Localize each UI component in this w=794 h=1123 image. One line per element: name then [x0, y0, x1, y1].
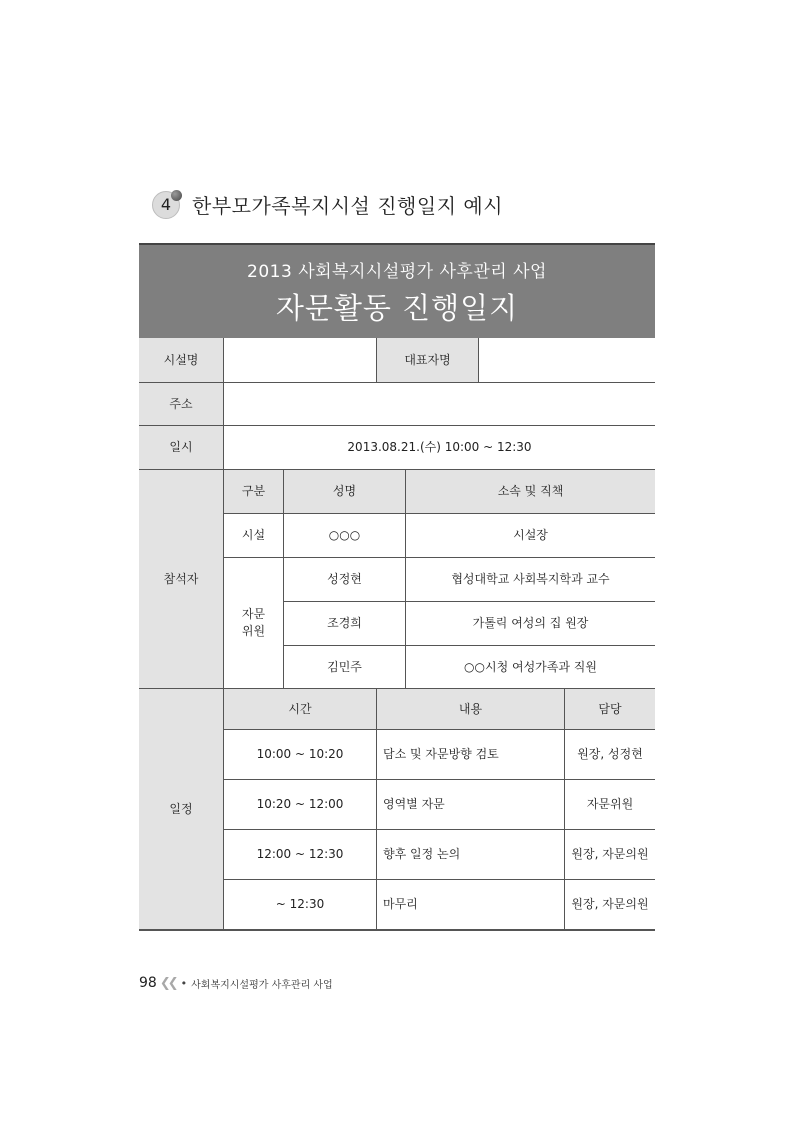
table-bottom-rule [139, 930, 655, 931]
chevron-left-icon: ❮❮ [159, 975, 176, 991]
schedule-owner: 원장, 성정현 [564, 730, 655, 780]
datetime-value: 2013.08.21.(수) 10:00 ~ 12:30 [223, 426, 655, 470]
attendee-group-advisors: 자문 위원 [223, 558, 283, 689]
facility-name-field[interactable] [223, 338, 376, 383]
attendees-header-position: 소속 및 직책 [405, 470, 655, 514]
schedule-owner: 원장, 자문의원 [564, 880, 655, 930]
schedule-header-content: 내용 [376, 689, 564, 730]
section-title: 한부모가족복지시설 진행일지 예시 [192, 194, 504, 218]
schedule-header-owner: 담당 [564, 689, 655, 730]
section-heading [152, 190, 503, 219]
facility-name-label: 시설명 [139, 338, 223, 383]
attendees-header-name: 성명 [283, 470, 405, 514]
attendee-name: 김민주 [283, 646, 405, 689]
attendees-header-category: 구분 [223, 470, 283, 514]
schedule-owner: 원장, 자문의원 [564, 830, 655, 880]
attendees-label: 참석자 [139, 470, 223, 689]
attendee-position: 협성대학교 사회복지학과 교수 [405, 558, 655, 602]
attendee-name: 성정현 [283, 558, 405, 602]
schedule-content: 담소 및 자문방향 검토 [376, 730, 564, 780]
attendee-position: 시설장 [405, 514, 655, 558]
attendee-position: 가톨릭 여성의 집 원장 [405, 602, 655, 646]
schedule-content: 마무리 [376, 880, 564, 930]
datetime-label: 일시 [139, 426, 223, 470]
schedule-owner: 자문위원 [564, 780, 655, 830]
schedule-header-time: 시간 [223, 689, 376, 730]
schedule-time: ~ 12:30 [223, 880, 376, 930]
schedule-label: 일정 [139, 689, 223, 930]
schedule-time: 10:00 ~ 10:20 [223, 730, 376, 780]
banner-subtitle: 2013 사회복지시설평가 사후관리 사업 [247, 262, 547, 282]
badge-dot-icon [171, 190, 182, 201]
page-footer [139, 975, 333, 991]
representative-label: 대표자명 [376, 338, 478, 383]
schedule-time: 12:00 ~ 12:30 [223, 830, 376, 880]
running-title: 사회복지시설평가 사후관리 사업 [191, 979, 333, 991]
form-banner [139, 243, 655, 338]
attendee-name: ○○○ [283, 514, 405, 558]
page-number: 98 [139, 975, 157, 991]
banner-title: 자문활동 진행일지 [275, 291, 519, 325]
attendee-group-facility: 시설 [223, 514, 283, 558]
schedule-content: 향후 일정 논의 [376, 830, 564, 880]
attendee-position: ○○시청 여성가족과 직원 [405, 646, 655, 689]
bullet-icon: • [180, 976, 188, 990]
schedule-time: 10:20 ~ 12:00 [223, 780, 376, 830]
section-number: 4 [160, 195, 172, 214]
section-number-badge [152, 191, 180, 219]
schedule-content: 영역별 자문 [376, 780, 564, 830]
address-label: 주소 [139, 383, 223, 426]
representative-field[interactable] [478, 338, 655, 383]
attendee-name: 조경희 [283, 602, 405, 646]
address-field[interactable] [223, 383, 655, 426]
